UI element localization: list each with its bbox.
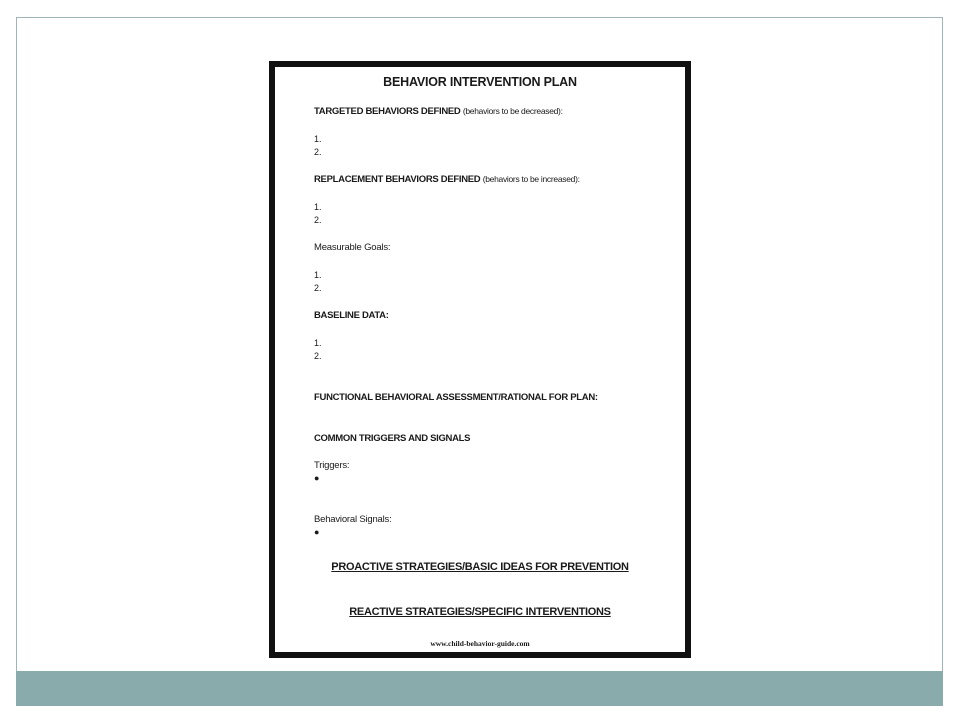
document-title: BEHAVIOR INTERVENTION PLAN bbox=[383, 75, 577, 89]
reactive-strategies-heading: REACTIVE STRATEGIES/SPECIFIC INTERVENTIONS bbox=[349, 606, 611, 618]
replacement-behaviors-title: REPLACEMENT BEHAVIORS DEFINED bbox=[314, 174, 481, 185]
list-item: 2. bbox=[314, 283, 322, 293]
bullet-icon: ● bbox=[314, 527, 320, 537]
bullet-icon: ● bbox=[314, 473, 320, 483]
common-triggers-heading: COMMON TRIGGERS AND SIGNALS bbox=[314, 433, 471, 444]
footer-band bbox=[16, 671, 943, 706]
targeted-behaviors-note: (behaviors to be decreased): bbox=[462, 106, 563, 116]
triggers-label: Triggers: bbox=[314, 460, 350, 471]
list-item: 2. bbox=[314, 351, 322, 361]
baseline-data-heading: BASELINE DATA: bbox=[314, 310, 389, 321]
replacement-behaviors-heading bbox=[314, 174, 580, 185]
list-item: 2. bbox=[314, 147, 322, 157]
measurable-goals-heading: Measurable Goals: bbox=[314, 242, 391, 253]
targeted-behaviors-title: TARGETED BEHAVIORS DEFINED bbox=[314, 106, 461, 117]
list-item: 1. bbox=[314, 134, 322, 144]
behavioral-signals-label: Behavioral Signals: bbox=[314, 514, 392, 525]
website-url: www.child-behavior-guide.com bbox=[430, 639, 530, 648]
document-image bbox=[269, 61, 691, 658]
targeted-behaviors-heading bbox=[314, 106, 563, 117]
proactive-strategies-heading: PROACTIVE STRATEGIES/BASIC IDEAS FOR PREVENTION bbox=[331, 561, 629, 573]
list-item: 2. bbox=[314, 215, 322, 225]
list-item: 1. bbox=[314, 202, 322, 212]
list-item: 1. bbox=[314, 270, 322, 280]
list-item: 1. bbox=[314, 338, 322, 348]
fba-heading: FUNCTIONAL BEHAVIORAL ASSESSMENT/RATIONAL FOR PLAN: bbox=[314, 392, 598, 403]
replacement-behaviors-note: (behaviors to be increased): bbox=[482, 174, 580, 184]
